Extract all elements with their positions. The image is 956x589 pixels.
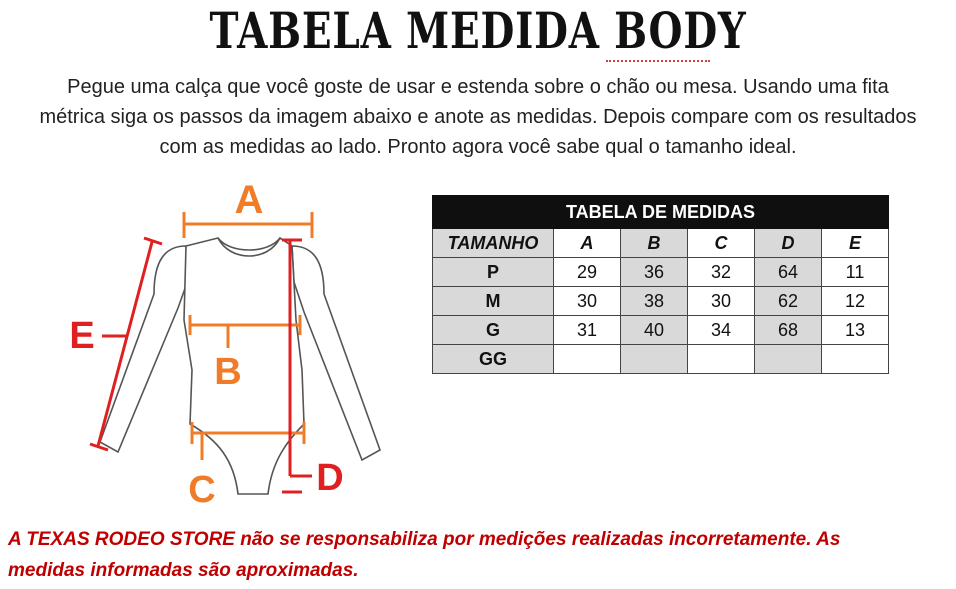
value-cell: 62 [755,287,822,316]
table-row [433,316,889,345]
value-cell: 34 [688,316,755,345]
table-row [433,258,889,287]
label-e: E [69,315,95,357]
label-c: C [188,469,216,511]
table-row [433,287,889,316]
value-cell: 30 [554,287,621,316]
header-b: B [621,229,688,258]
value-cell [554,345,621,374]
size-cell: G [433,316,554,345]
bodysuit-diagram [60,170,400,515]
value-cell [688,345,755,374]
header-c: C [688,229,755,258]
label-d: D [316,457,344,499]
value-cell: 30 [688,287,755,316]
instructions-line: com as medidas ao lado. Pronto agora você sabe qual o tamanho ideal. [159,136,797,158]
header-e: E [822,229,889,258]
value-cell: 12 [822,287,889,316]
value-cell [755,345,822,374]
value-cell: 29 [554,258,621,287]
table-row [433,345,889,374]
value-cell: 68 [755,316,822,345]
label-a: A [234,178,264,222]
size-cell: M [433,287,554,316]
disclaimer-text [8,524,948,586]
table-caption: TABELA DE MEDIDAS [433,196,889,229]
header-size: TAMANHO [433,229,554,258]
disclaimer-line: A TEXAS RODEO STORE não se responsabiliza por medições realizadas incorretamente. As [8,529,841,550]
value-cell: 31 [554,316,621,345]
header-a: A [554,229,621,258]
value-cell: 40 [621,316,688,345]
size-cell: P [433,258,554,287]
value-cell: 38 [621,287,688,316]
value-cell: 32 [688,258,755,287]
instructions-line: Pegue uma calça que você goste de usar e estenda sobre o chão ou mesa. Usando uma fita [67,76,889,98]
value-cell: 13 [822,316,889,345]
label-b: B [214,351,242,393]
size-table [432,195,889,374]
value-cell [822,345,889,374]
disclaimer-line: medidas informadas são aproximadas. [8,560,359,581]
instructions-line: métrica siga os passos da imagem abaixo e anote as medidas. Depois compare com os resultados [39,106,917,128]
size-table-container [432,195,889,374]
value-cell: 36 [621,258,688,287]
page-title: TABELA MEDIDA BODY [209,1,747,60]
value-cell: 11 [822,258,889,287]
header-d: D [755,229,822,258]
instructions-text [6,72,950,162]
spellcheck-underline [606,56,710,62]
size-cell: GG [433,345,554,374]
value-cell: 64 [755,258,822,287]
table-header-row [433,229,889,258]
value-cell [621,345,688,374]
